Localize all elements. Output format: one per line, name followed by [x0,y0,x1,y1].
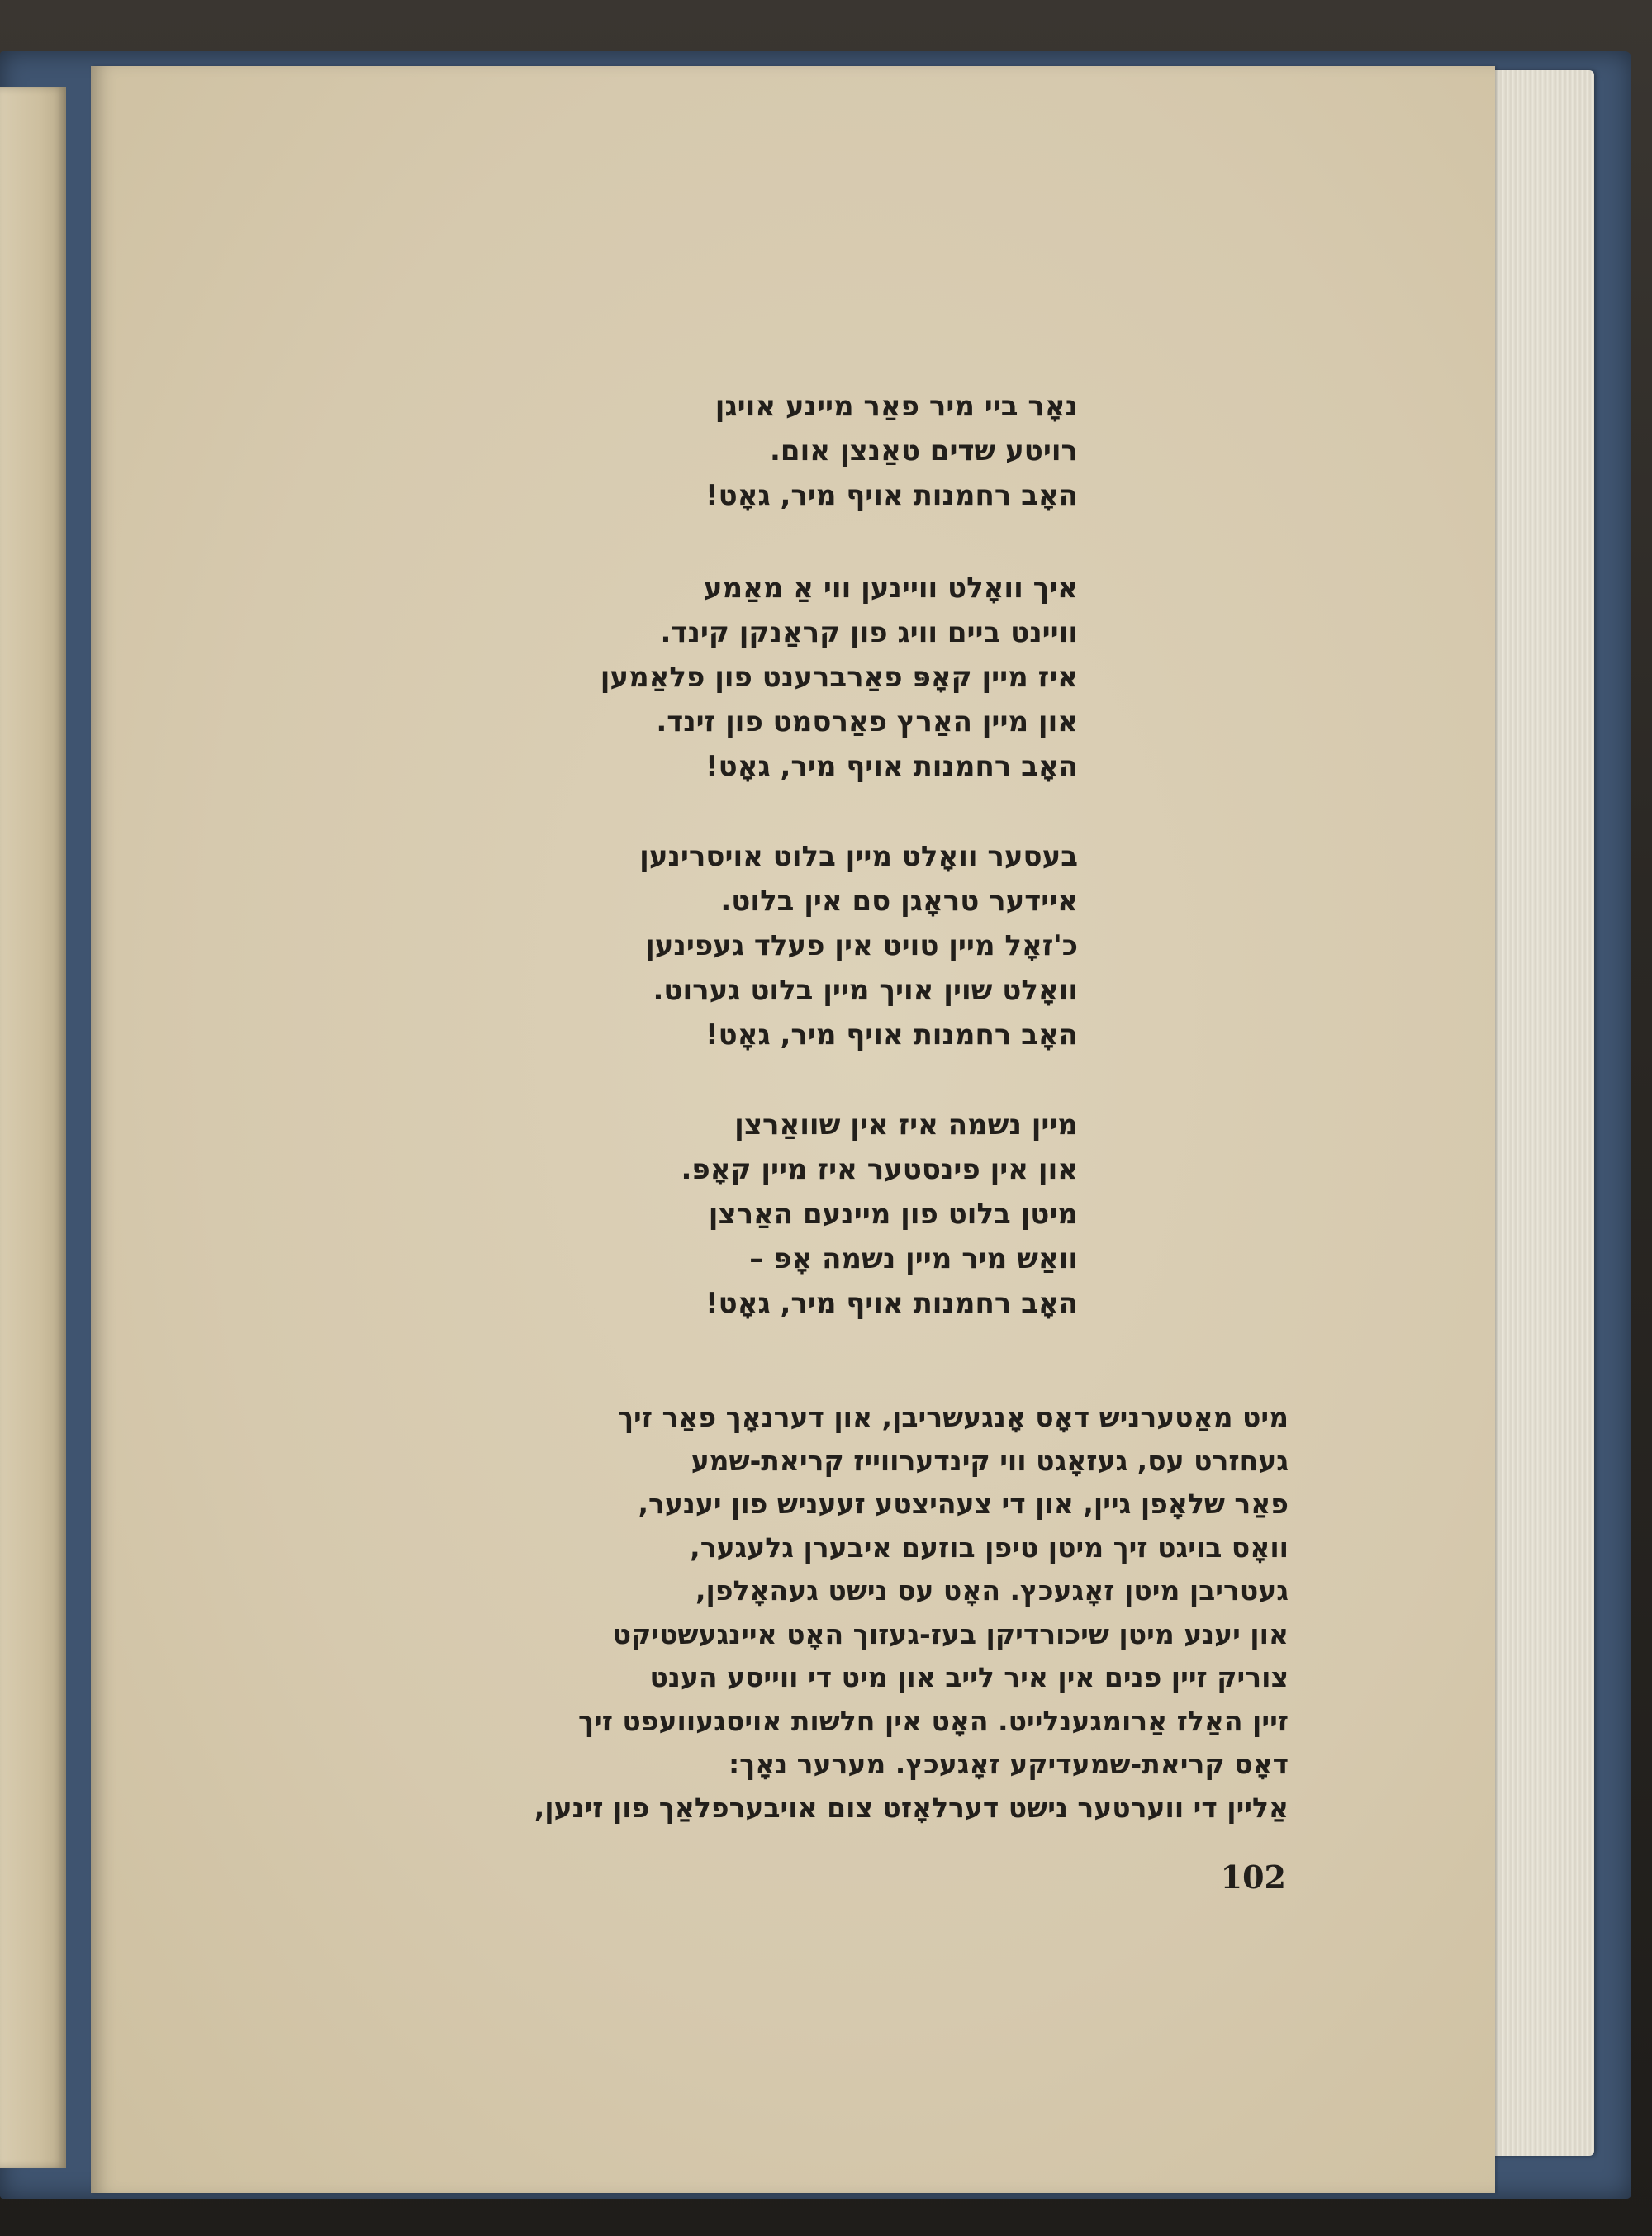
poem-stanza-2 [483,566,1078,789]
prose-line: צוריק זיין פנים אין איר לייב און מיט די ווייסע הענט [649,1661,1289,1693]
poem-line: האָב רחמנות אויף מיר, גאָט! [705,479,1078,512]
prose-paragraph [496,1396,1289,1830]
poem-line: איידער טראָגן סם אין בלוט. [720,885,1078,918]
poem-line: מיין נשמה איז אין שוואַרצן [734,1109,1078,1142]
poem-line: וואַש מיר מיין נשמה אָפּ – [749,1242,1078,1275]
poem-line: בעסער וואָלט מיין בלוט אויסרינען [639,840,1078,873]
prose-line: פאַר שלאָפן גיין, און די צעהיצטע זעעניש פון יענער, [638,1488,1289,1520]
prose-line: דאָס קריאת-שמעדיקע זאָגעכץ. מערער נאָך: [728,1748,1289,1780]
poem-line: און אין פינסטער איז מיין קאָפּ. [681,1153,1078,1186]
book-page [91,66,1495,2193]
prose-line: מיט מאַטערניש דאָס אָנגעשריבן, און דערנאָך פאַר זיך [618,1401,1289,1433]
poem-line: איז מיין קאָפּ פאַרברענט פון פלאַמען [600,661,1078,694]
prose-line: וואָס בויגט זיך מיטן טיפן בוזעם איבערן גלעגער, [690,1531,1289,1564]
poem-line: מיטן בלוט פון מיינעם האַרצן [708,1198,1078,1231]
prose-line: זיין האַלז אַרומגענלייט. האָט אין חלשות אויסגעוועפט זיך [577,1704,1289,1737]
poem-line: נאָר ביי מיר פאַר מיינע אויגן [714,390,1078,423]
poem-line: איך וואָלט וויינען ווי אַ מאַמע [703,572,1078,605]
poem-stanza-1 [483,384,1078,518]
poem-line: וויינט ביים וויג פון קראַנקן קינד. [660,616,1078,649]
poem-line: און מיין האַרץ פאַרסמט פון זינד. [656,705,1078,738]
prose-line: און יענע מיטן שיכורדיקן בעז-געזוך האָט איינגעשטיקט [612,1617,1289,1650]
left-page-edge [0,87,66,2168]
poem-stanza-3 [483,834,1078,1057]
poem-line: האָב רחמנות אויף מיר, גאָט! [705,1018,1078,1052]
poem-line: האָב רחמנות אויף מיר, גאָט! [705,1287,1078,1320]
page-number: 102 [1220,1859,1286,1896]
poem-stanza-4 [483,1103,1078,1326]
page-edges [1479,70,1594,2156]
prose-line: געחזרט עס, געזאָגט ווי קינדערווייז קריאת-שמע [691,1444,1289,1477]
poem-line: כ'זאָל מיין טויט אין פעלד געפינען [645,929,1078,962]
prose-line: אַליין די ווערטער נישט דערלאָזט צום אויבערפלאַך פון זינען, [534,1791,1289,1824]
poem-line: רויטע שדים טאַנצן אום. [770,434,1078,468]
prose-line: געטריבן מיטן זאָגעכץ. האָט עס נישט געהאָלפן, [695,1574,1289,1607]
poem-line: האָב רחמנות אויף מיר, גאָט! [705,750,1078,783]
poem-line: וואָלט שוין אויך מיין בלוט גערוט. [653,974,1078,1007]
